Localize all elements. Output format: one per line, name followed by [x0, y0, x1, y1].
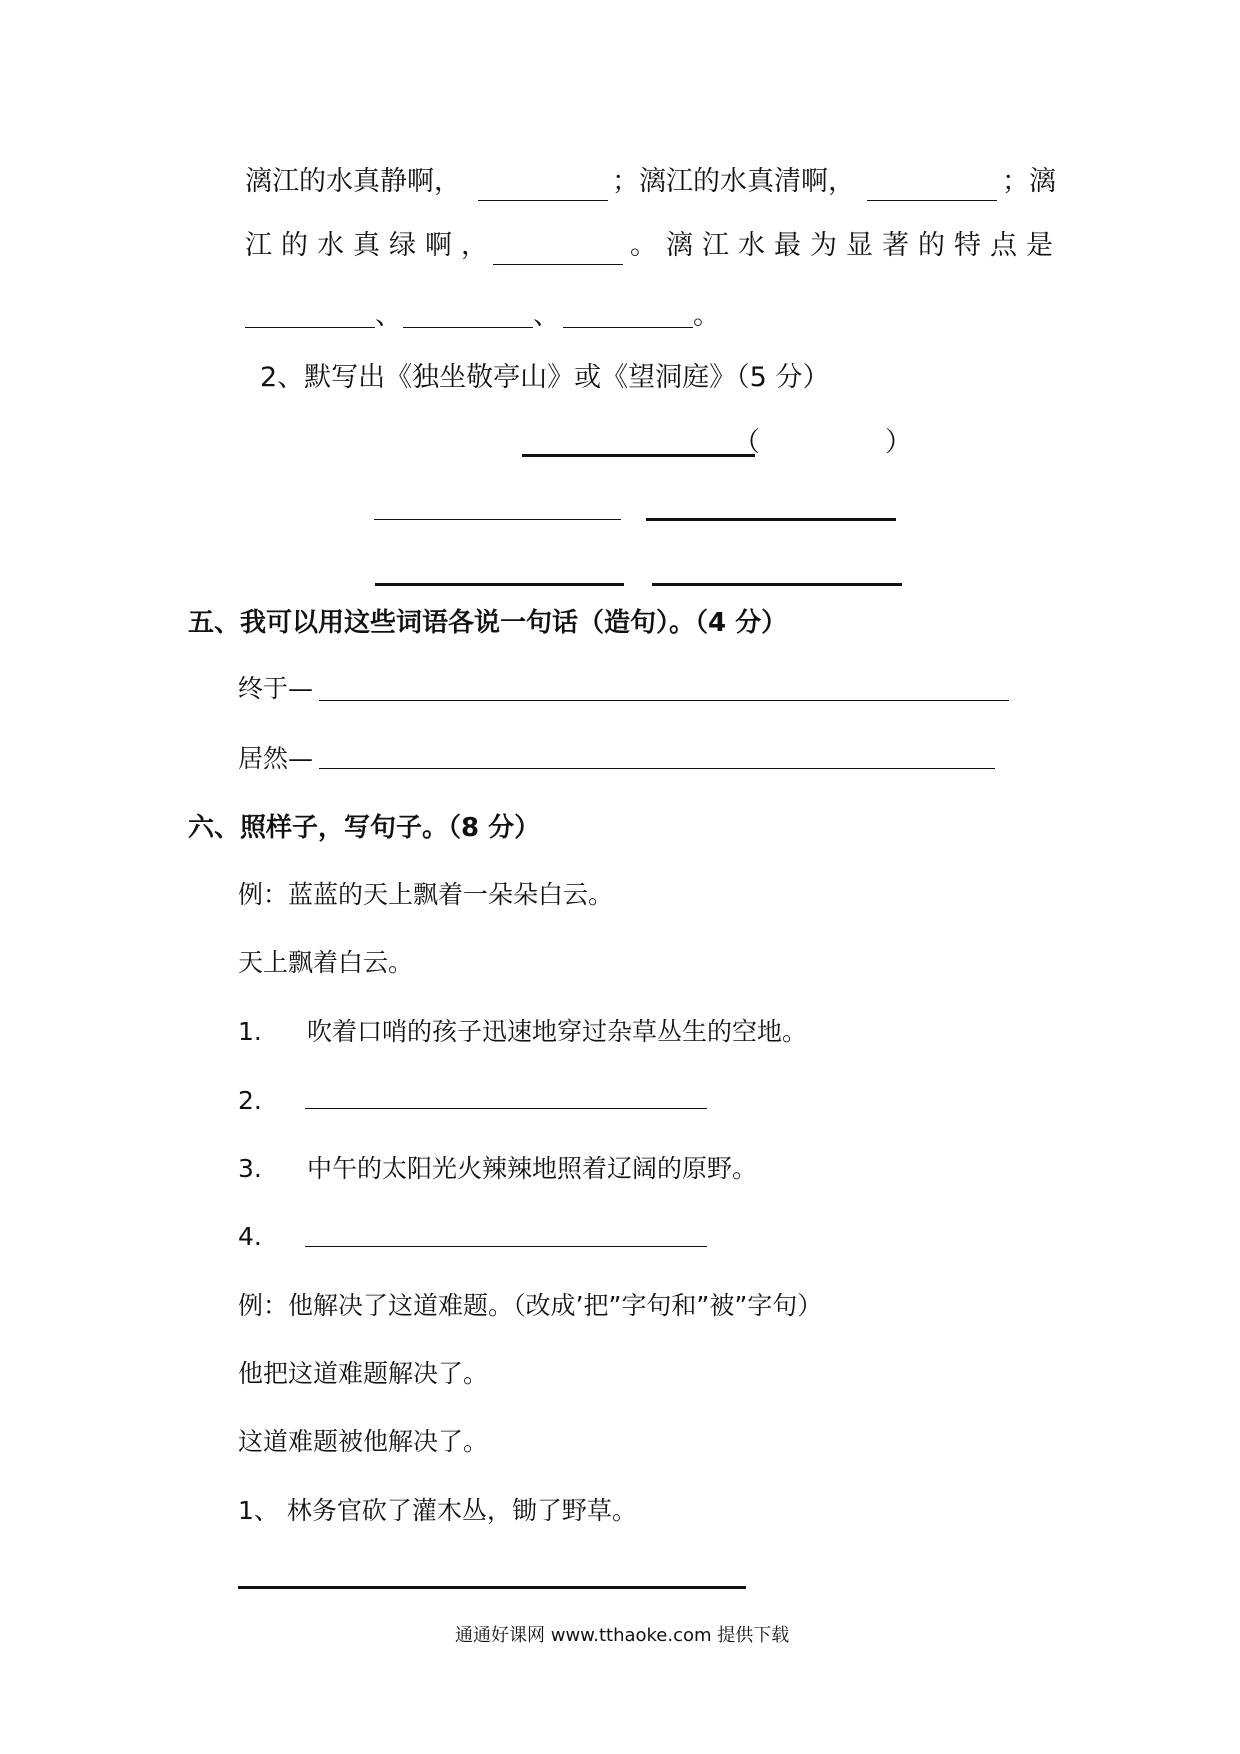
item3-text: 中午的太阳光火辣辣地照着辽阔的原野。: [307, 1154, 758, 1183]
poem-line-blank-3[interactable]: [375, 583, 624, 586]
item4-num: 4.: [238, 1222, 262, 1251]
item2-num: 2.: [238, 1086, 262, 1115]
example1: 例：蓝蓝的天上飘着一朵朵白云。: [238, 880, 614, 909]
footer-text: 通通好课网 www.tthaoke.com 提供下载: [455, 1625, 790, 1646]
paren-close: ）: [885, 427, 912, 458]
example2-answer1: 他把这道难题解决了。: [238, 1359, 489, 1388]
poem-title-blank[interactable]: [522, 454, 755, 457]
poem-line-blank-1[interactable]: [374, 519, 621, 520]
item-last: 1、 林务官砍了灌木丛，锄了野草。: [238, 1496, 637, 1525]
fill-line2-b: 。漓江水最为显著的特点是: [630, 230, 1062, 261]
example2-answer2: 这道难题被他解决了。: [238, 1427, 489, 1456]
paren-open: （: [733, 427, 760, 458]
word2-label: 居然—: [238, 744, 314, 773]
blank-6[interactable]: [563, 327, 693, 328]
q2-label: 2、默写出《独坐敬亭山》或《望洞庭》（5 分）: [260, 362, 830, 393]
word1-label: 终于—: [238, 674, 314, 703]
blank-2[interactable]: [867, 200, 997, 201]
blank-1[interactable]: [478, 200, 608, 201]
fill-line1-a: 漓江的水真静啊，: [245, 166, 461, 197]
sentence-blank-2[interactable]: [319, 768, 995, 769]
fill-line1-c: ；漓: [1002, 166, 1056, 197]
blank-4[interactable]: [245, 327, 375, 328]
section5-heading: 五、我可以用这些词语各说一句话（造句）。（4 分）: [188, 608, 788, 638]
example1-answer: 天上飘着白云。: [238, 948, 414, 977]
fill-line1-b: ；漓江的水真清啊，: [612, 166, 855, 197]
poem-line-blank-4[interactable]: [652, 583, 902, 586]
sep-2: 、: [533, 300, 560, 331]
example2: 例：他解决了这道难题。（改成’把”字句和”被”字句）: [238, 1291, 823, 1320]
poem-line-blank-2[interactable]: [646, 518, 896, 521]
blank-3[interactable]: [493, 264, 623, 265]
item2-blank[interactable]: [305, 1108, 707, 1109]
answer-blank-final[interactable]: [238, 1586, 746, 1589]
item1-text: 吹着口哨的孩子迅速地穿过杂草丛生的空地。: [307, 1017, 808, 1046]
item3-num: 3.: [238, 1154, 262, 1183]
item4-blank[interactable]: [305, 1246, 707, 1247]
fill-line2-a: 江的水真绿啊，: [245, 230, 497, 261]
blank-5[interactable]: [403, 327, 533, 328]
item1-num: 1.: [238, 1017, 262, 1046]
section6-heading: 六、照样子，写句子。（8 分）: [188, 813, 541, 843]
period-end: 。: [693, 300, 720, 331]
sep-1: 、: [375, 300, 402, 331]
sentence-blank-1[interactable]: [319, 700, 1009, 701]
